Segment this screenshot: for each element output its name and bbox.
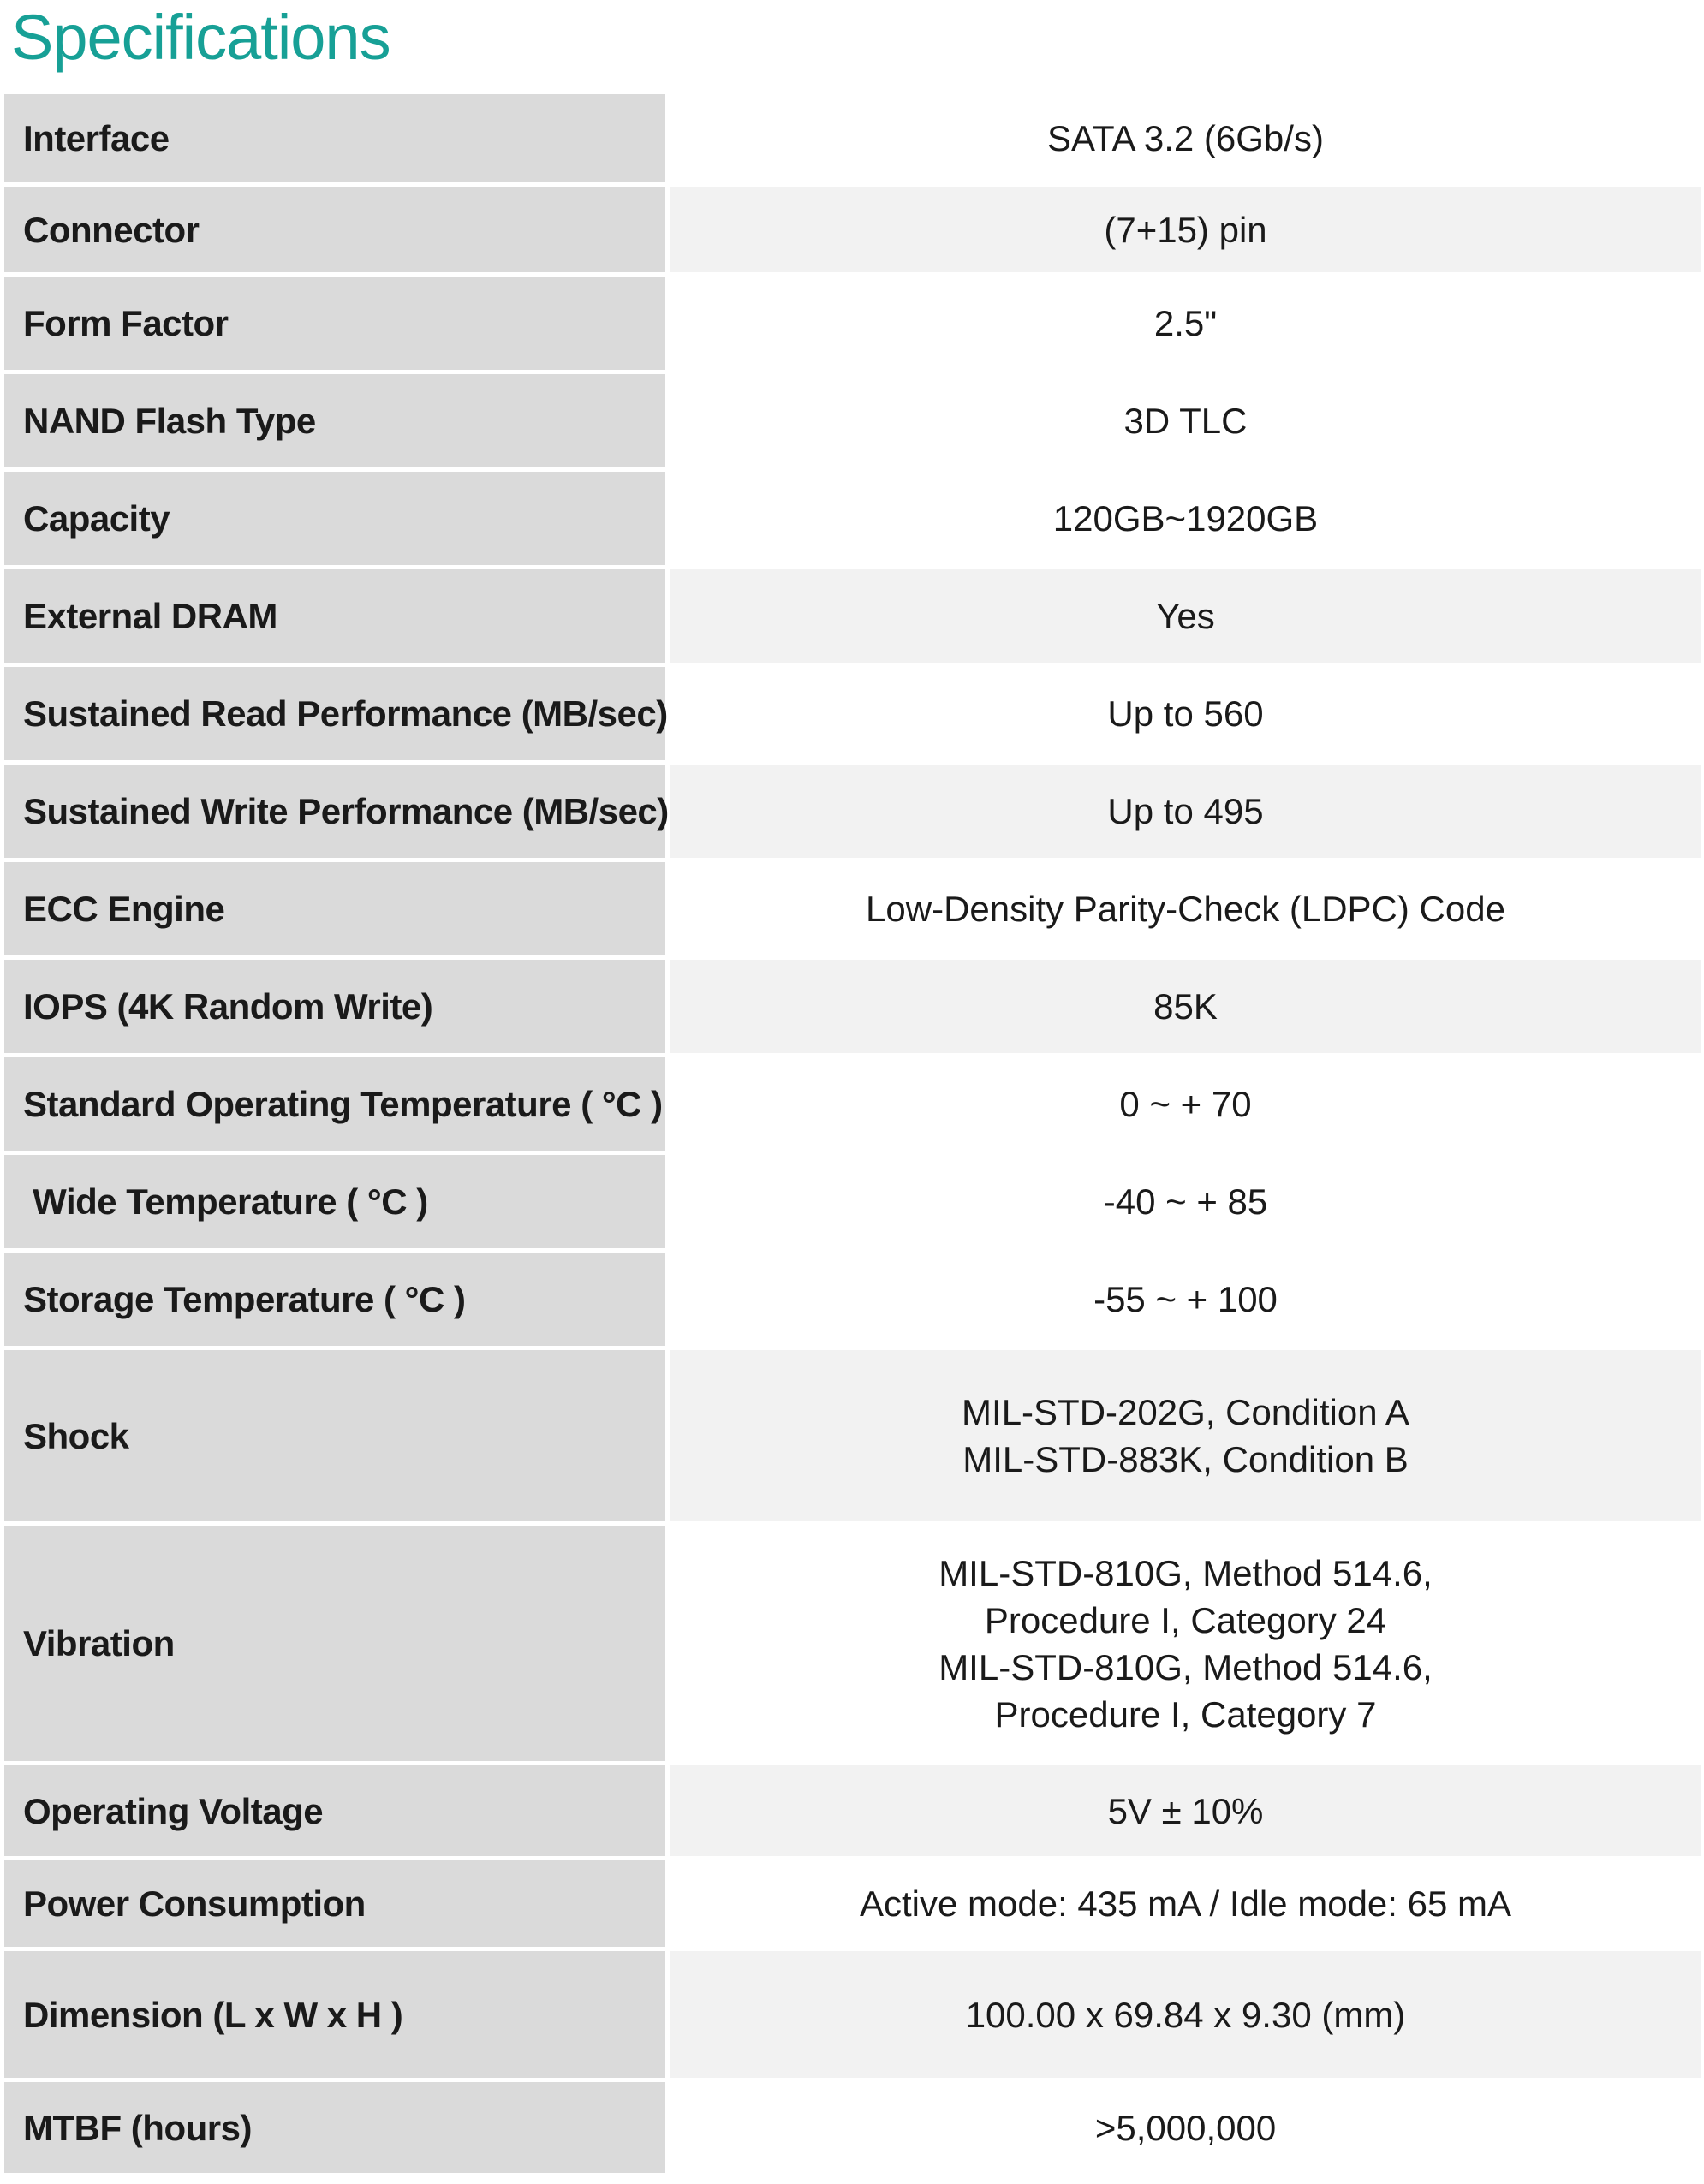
spec-row-dimension <box>4 1951 1701 2082</box>
page-title: Specifications <box>11 2 390 73</box>
spec-value-line: (7+15) pin <box>1104 209 1267 250</box>
spec-value <box>670 765 1701 862</box>
spec-value <box>670 472 1701 569</box>
spec-label: Power Consumption <box>4 1860 670 1951</box>
spec-value-line: Active mode: 435 mA / Idle mode: 65 mA <box>859 1883 1512 1924</box>
spec-row-wide-temperature <box>4 1155 1701 1253</box>
spec-value-line: >5,000,000 <box>1094 2107 1277 2148</box>
spec-row-operating-voltage <box>4 1765 1701 1860</box>
spec-label: Connector <box>4 187 670 277</box>
spec-value <box>670 960 1701 1057</box>
spec-value-line: -40 ~ + 85 <box>1103 1181 1268 1222</box>
spec-value-line: 2.5" <box>1153 303 1218 343</box>
spec-label: ECC Engine <box>4 862 670 960</box>
spec-value <box>670 1057 1701 1155</box>
spec-value <box>670 1951 1701 2082</box>
spec-value-line: 85K <box>1153 986 1218 1027</box>
spec-row-sustained-read <box>4 667 1701 765</box>
spec-value <box>670 862 1701 960</box>
spec-value-line: MIL-STD-883K, Condition B <box>962 1439 1409 1479</box>
spec-label: Shock <box>4 1350 670 1526</box>
specifications-table-body <box>4 94 1701 2177</box>
spec-label: MTBF (hours) <box>4 2082 670 2177</box>
spec-value-line: MIL-STD-810G, Method 514.6, <box>938 1646 1433 1687</box>
spec-value <box>670 374 1701 472</box>
spec-value-line: -55 ~ + 100 <box>1093 1279 1278 1319</box>
spec-row-sustained-write <box>4 765 1701 862</box>
spec-row-external-dram <box>4 569 1701 667</box>
spec-value-line: MIL-STD-202G, Condition A <box>962 1392 1409 1432</box>
spec-value-line: Procedure I, Category 24 <box>984 1599 1387 1640</box>
spec-value <box>670 1253 1701 1350</box>
spec-value-line: Low-Density Parity-Check (LDPC) Code <box>866 889 1505 929</box>
spec-row-shock <box>4 1350 1701 1526</box>
spec-value <box>670 277 1701 374</box>
spec-value <box>670 1860 1701 1951</box>
spec-value <box>670 1155 1701 1253</box>
spec-value <box>670 1765 1701 1860</box>
spec-value-line: Procedure I, Category 7 <box>994 1693 1377 1735</box>
spec-label: Operating Voltage <box>4 1765 670 1860</box>
spec-value-line: MIL-STD-810G, Method 514.6, <box>938 1552 1433 1593</box>
spec-value <box>670 2082 1701 2177</box>
spec-row-capacity <box>4 472 1701 569</box>
spec-label: Form Factor <box>4 277 670 374</box>
spec-value-line: 5V ± 10% <box>1107 1790 1264 1831</box>
spec-value-line: Yes <box>1156 596 1215 636</box>
spec-value-line: 3D TLC <box>1123 401 1248 441</box>
spec-row-iops <box>4 960 1701 1057</box>
spec-label: Dimension (L x W x H ) <box>4 1951 670 2082</box>
spec-row-form-factor <box>4 277 1701 374</box>
specifications-table <box>4 94 1701 2177</box>
spec-label: IOPS (4K Random Write) <box>4 960 670 1057</box>
spec-value-line: Up to 495 <box>1107 791 1264 831</box>
spec-label: Storage Temperature ( °C ) <box>4 1253 670 1350</box>
spec-value <box>670 187 1701 277</box>
spec-label: Wide Temperature ( °C ) <box>4 1155 670 1253</box>
spec-value-line: 100.00 x 69.84 x 9.30 (mm) <box>965 1994 1406 2035</box>
spec-row-power-consumption <box>4 1860 1701 1951</box>
spec-row-ecc-engine <box>4 862 1701 960</box>
spec-value <box>670 1350 1701 1526</box>
spec-label: Vibration <box>4 1526 670 1765</box>
spec-row-standard-operating-temperature <box>4 1057 1701 1155</box>
spec-label: Standard Operating Temperature ( °C ) <box>4 1057 670 1155</box>
spec-value-line: Up to 560 <box>1107 693 1264 734</box>
spec-value <box>670 94 1701 187</box>
spec-value-line: 0 ~ + 70 <box>1119 1084 1252 1124</box>
spec-label: Interface <box>4 94 670 187</box>
spec-label: Sustained Read Performance (MB/sec) <box>4 667 670 765</box>
spec-value <box>670 569 1701 667</box>
spec-row-mtbf <box>4 2082 1701 2177</box>
spec-row-connector <box>4 187 1701 277</box>
spec-value <box>670 667 1701 765</box>
spec-value-line: SATA 3.2 (6Gb/s) <box>1047 118 1324 158</box>
spec-row-interface <box>4 94 1701 187</box>
spec-value-line: 120GB~1920GB <box>1052 498 1319 539</box>
spec-row-storage-temperature <box>4 1253 1701 1350</box>
spec-row-vibration <box>4 1526 1701 1765</box>
spec-label: External DRAM <box>4 569 670 667</box>
spec-row-nand-flash-type <box>4 374 1701 472</box>
spec-label: Sustained Write Performance (MB/sec) <box>4 765 670 862</box>
spec-label: NAND Flash Type <box>4 374 670 472</box>
spec-value <box>670 1526 1701 1765</box>
spec-label: Capacity <box>4 472 670 569</box>
